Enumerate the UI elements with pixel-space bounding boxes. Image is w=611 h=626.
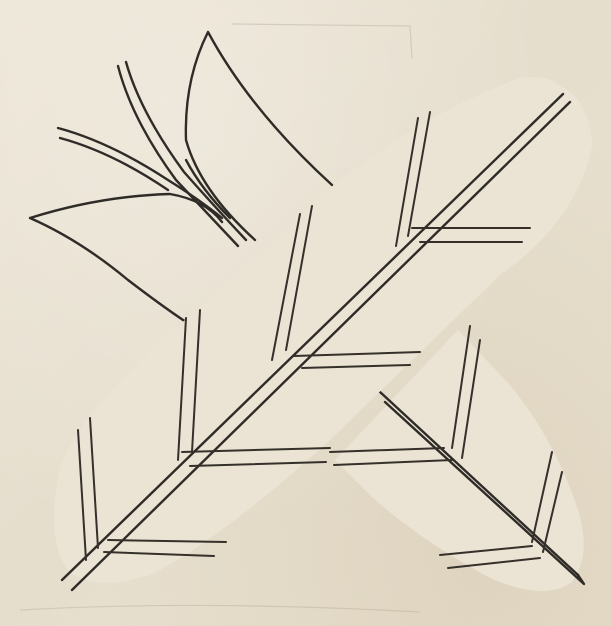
shoot-leaf-broad bbox=[30, 194, 222, 322]
shoot-blade bbox=[118, 62, 246, 246]
